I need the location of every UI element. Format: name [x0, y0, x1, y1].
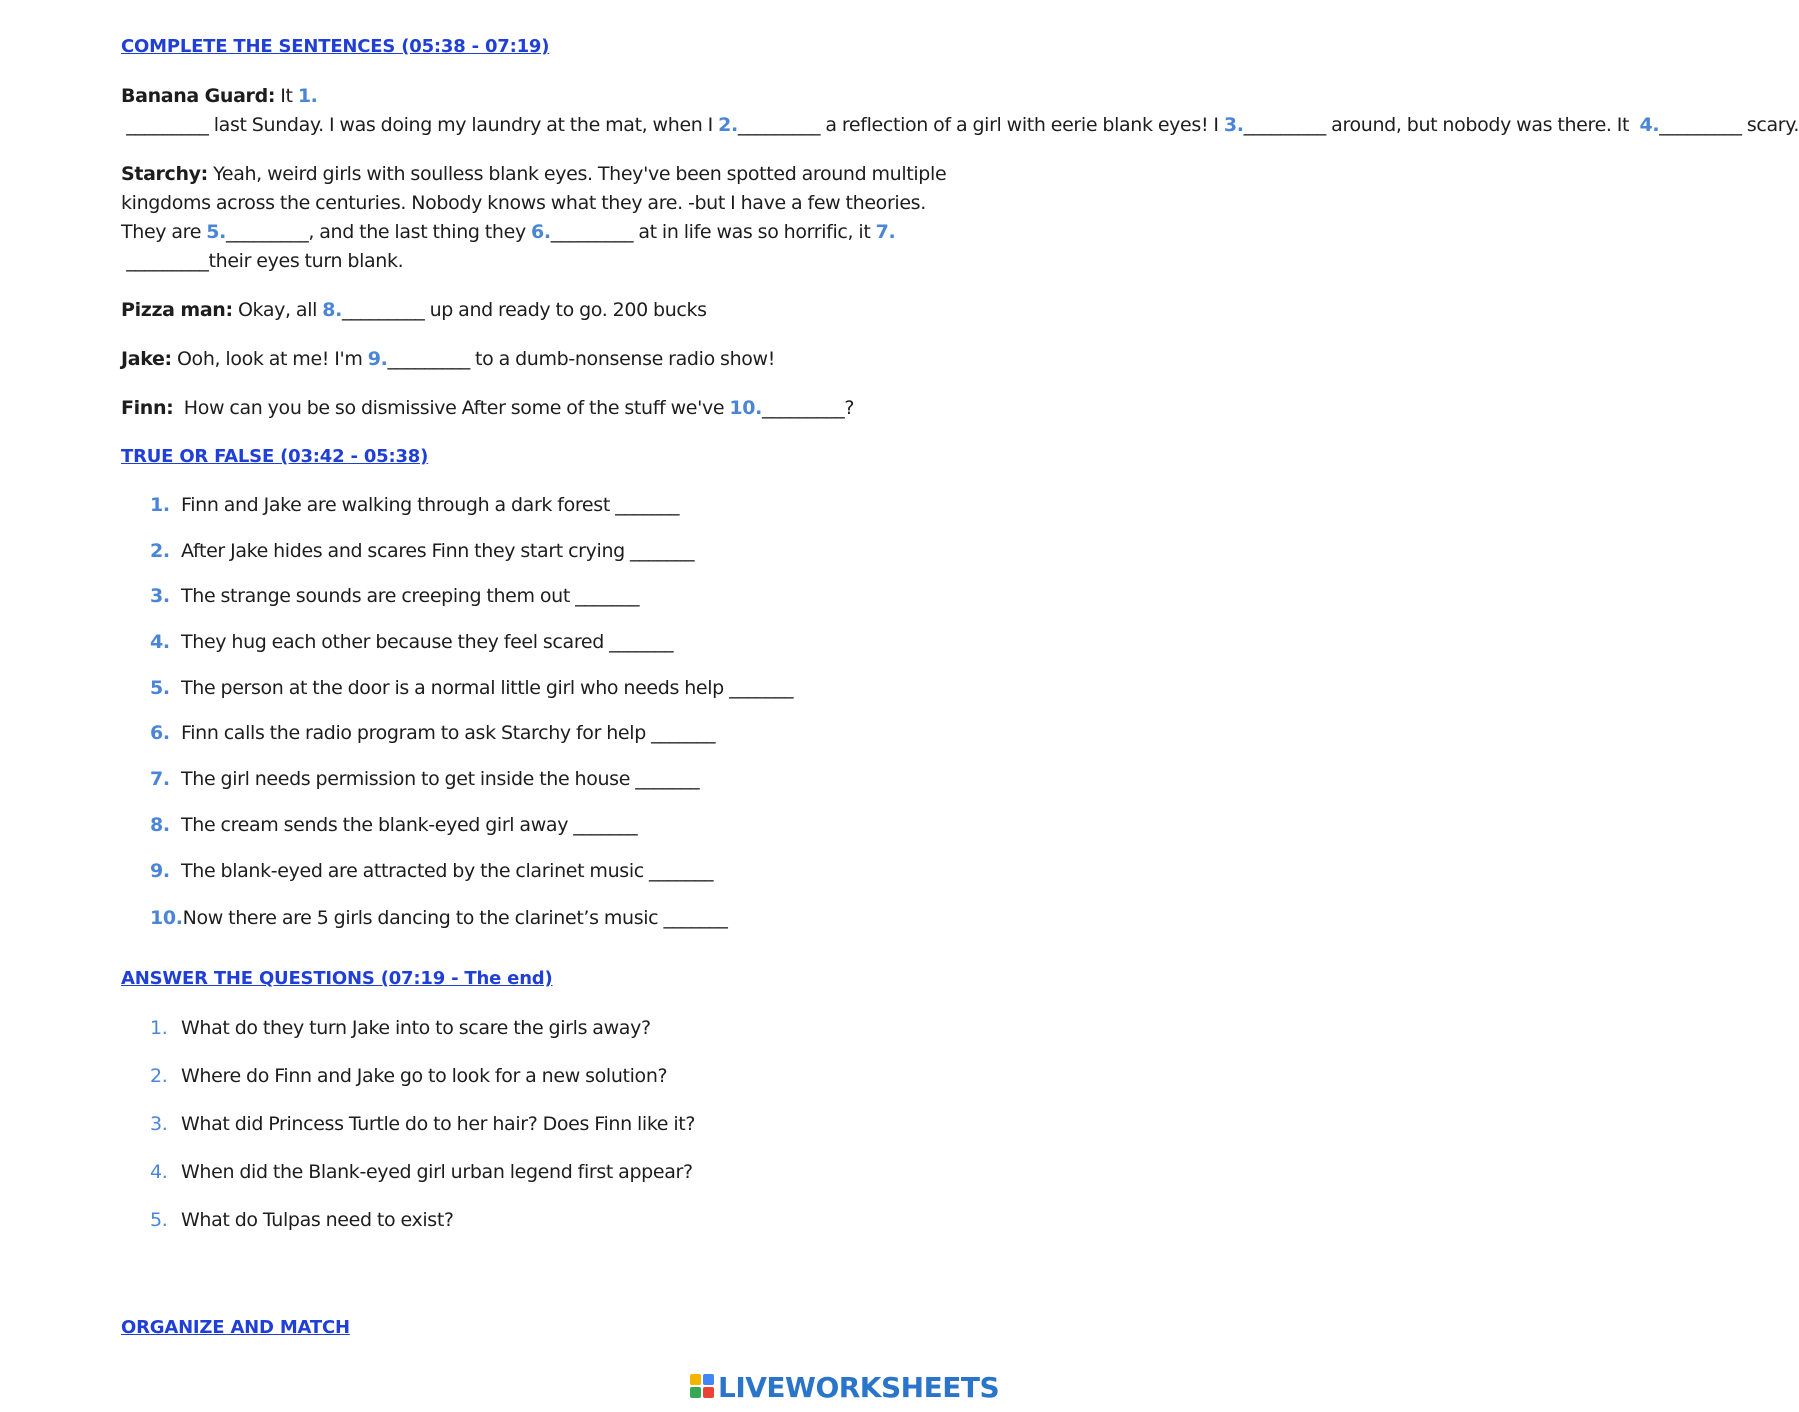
true-false-text: Finn calls the radio program to ask Starchy for help _______	[181, 722, 716, 745]
true-false-number: 9.	[150, 859, 170, 882]
dialogue-starchy	[121, 160, 961, 276]
dialogue-text: _________ up and ready to go. 200 bucks	[342, 299, 707, 321]
true-false-item	[121, 492, 961, 538]
speaker-name: Banana Guard:	[121, 85, 276, 107]
question-item	[121, 1111, 961, 1159]
true-false-text: They hug each other because they feel scared _______	[181, 631, 674, 654]
true-false-item	[121, 903, 961, 949]
speaker-name: Pizza man:	[121, 299, 233, 321]
liveworksheets-logo-icon	[690, 1374, 716, 1400]
dialogue-text: Yeah, weird girls with soulless blank eyes. They've been spotted around multiple kingdoms across the centuries. Nobody knows what they are. -but I have a few theories. They are	[121, 163, 947, 243]
true-false-number: 10.	[150, 907, 183, 930]
section-heading-answer[interactable]: ANSWER THE QUESTIONS (07:19 - The end)	[121, 967, 553, 989]
blank-number: 2.	[718, 114, 738, 136]
true-false-text: The cream sends the blank-eyed girl away _______	[181, 813, 638, 836]
question-text: What did Princess Turtle do to her hair? Does Finn like it?	[181, 1112, 696, 1135]
blank-number: 9.	[367, 348, 388, 370]
true-false-number: 2.	[150, 539, 170, 562]
dialogue-finn	[121, 394, 961, 423]
true-false-list	[121, 492, 961, 949]
question-text: When did the Blank-eyed girl urban legend first appear?	[181, 1160, 693, 1183]
dialogue-text: _________ to a dumb-nonsense radio show!	[387, 348, 776, 370]
dialogue-text: _________their eyes turn blank.	[121, 250, 404, 272]
section-heading-complete[interactable]: COMPLETE THE SENTENCES (05:38 - 07:19)	[121, 36, 550, 57]
blank-number: 1.	[297, 85, 318, 107]
dialogue-pizza-man	[121, 296, 961, 325]
true-false-number: 6.	[150, 722, 170, 745]
question-number: 5.	[150, 1208, 168, 1231]
true-false-number: 5.	[150, 676, 170, 699]
true-false-number: 7.	[150, 768, 170, 791]
dialogue-jake	[121, 345, 961, 374]
liveworksheets-logo	[690, 1372, 999, 1402]
dialogue-text: _________ at in life was so horrific, it	[550, 221, 876, 243]
true-false-item	[121, 720, 961, 766]
true-false-text: Finn and Jake are walking through a dark forest _______	[181, 494, 680, 516]
question-item	[121, 1015, 961, 1063]
true-false-number: 3.	[150, 585, 170, 608]
true-false-text: The blank-eyed are attracted by the clarinet music _______	[181, 859, 714, 882]
question-item	[121, 1159, 961, 1207]
question-number: 1.	[150, 1016, 168, 1039]
blank-number: 6.	[531, 221, 551, 243]
true-false-text: After Jake hides and scares Finn they start crying _______	[181, 539, 695, 562]
dialogue-text: _________?	[762, 397, 855, 419]
true-false-text: The strange sounds are creeping them out _______	[181, 585, 640, 608]
blank-number: 7.	[875, 221, 896, 243]
dialogue-text: _________ scary.	[1659, 114, 1799, 136]
question-number: 4.	[150, 1160, 168, 1183]
true-false-item	[121, 538, 961, 584]
true-false-text: The girl needs permission to get inside the house _______	[181, 768, 700, 791]
question-number: 2.	[150, 1064, 168, 1087]
blank-number: 4.	[1639, 114, 1660, 136]
dialogue-text: It	[275, 85, 298, 107]
true-false-item	[121, 858, 961, 904]
question-item	[121, 1207, 961, 1255]
true-false-item	[121, 629, 961, 675]
blank-number: 8.	[322, 299, 343, 321]
true-false-number: 1.	[150, 494, 170, 516]
question-number: 3.	[150, 1112, 168, 1135]
section-heading-true-false[interactable]: TRUE OR FALSE (03:42 - 05:38)	[121, 446, 429, 467]
speaker-name: Jake:	[121, 348, 172, 370]
question-item	[121, 1063, 961, 1111]
dialogue-text: _________, and the last thing they	[226, 221, 532, 243]
question-text: What do they turn Jake into to scare the girls away?	[181, 1016, 651, 1039]
true-false-number: 4.	[150, 631, 170, 654]
dialogue-text: Ooh, look at me! I'm	[171, 348, 368, 370]
dialogue-text: Okay, all	[232, 299, 323, 321]
liveworksheets-logo-text: LIVEWORKSHEETS	[718, 1370, 1000, 1404]
true-false-item	[121, 766, 961, 812]
worksheet	[121, 36, 1799, 1338]
question-text: Where do Finn and Jake go to look for a new solution?	[181, 1064, 668, 1087]
true-false-item	[121, 583, 961, 629]
true-false-number: 8.	[150, 813, 170, 836]
dialogue-text: How can you be so dismissive After some of the stuff we've	[173, 397, 730, 419]
question-text: What do Tulpas need to exist?	[181, 1208, 454, 1231]
speaker-name: Finn:	[121, 397, 174, 419]
speaker-name: Starchy:	[121, 163, 208, 185]
dialogue-banana-guard	[121, 82, 1799, 140]
dialogue-text: _________ a reflection of a girl with eerie blank eyes! I	[737, 114, 1224, 136]
dialogue-text: _________ around, but nobody was there. It	[1243, 114, 1640, 136]
section-heading-organize[interactable]: ORGANIZE AND MATCH	[121, 1316, 350, 1338]
true-false-item	[121, 812, 961, 858]
true-false-item	[121, 675, 961, 721]
true-false-text: The person at the door is a normal little girl who needs help _______	[181, 676, 794, 699]
questions-list	[121, 1015, 961, 1255]
dialogue-text: _________ last Sunday. I was doing my laundry at the mat, when I	[121, 114, 719, 136]
true-false-text: Now there are 5 girls dancing to the clarinet’s music _______	[182, 907, 728, 930]
blank-number: 3.	[1223, 114, 1244, 136]
blank-number: 10.	[729, 397, 763, 419]
blank-number: 5.	[206, 221, 226, 243]
